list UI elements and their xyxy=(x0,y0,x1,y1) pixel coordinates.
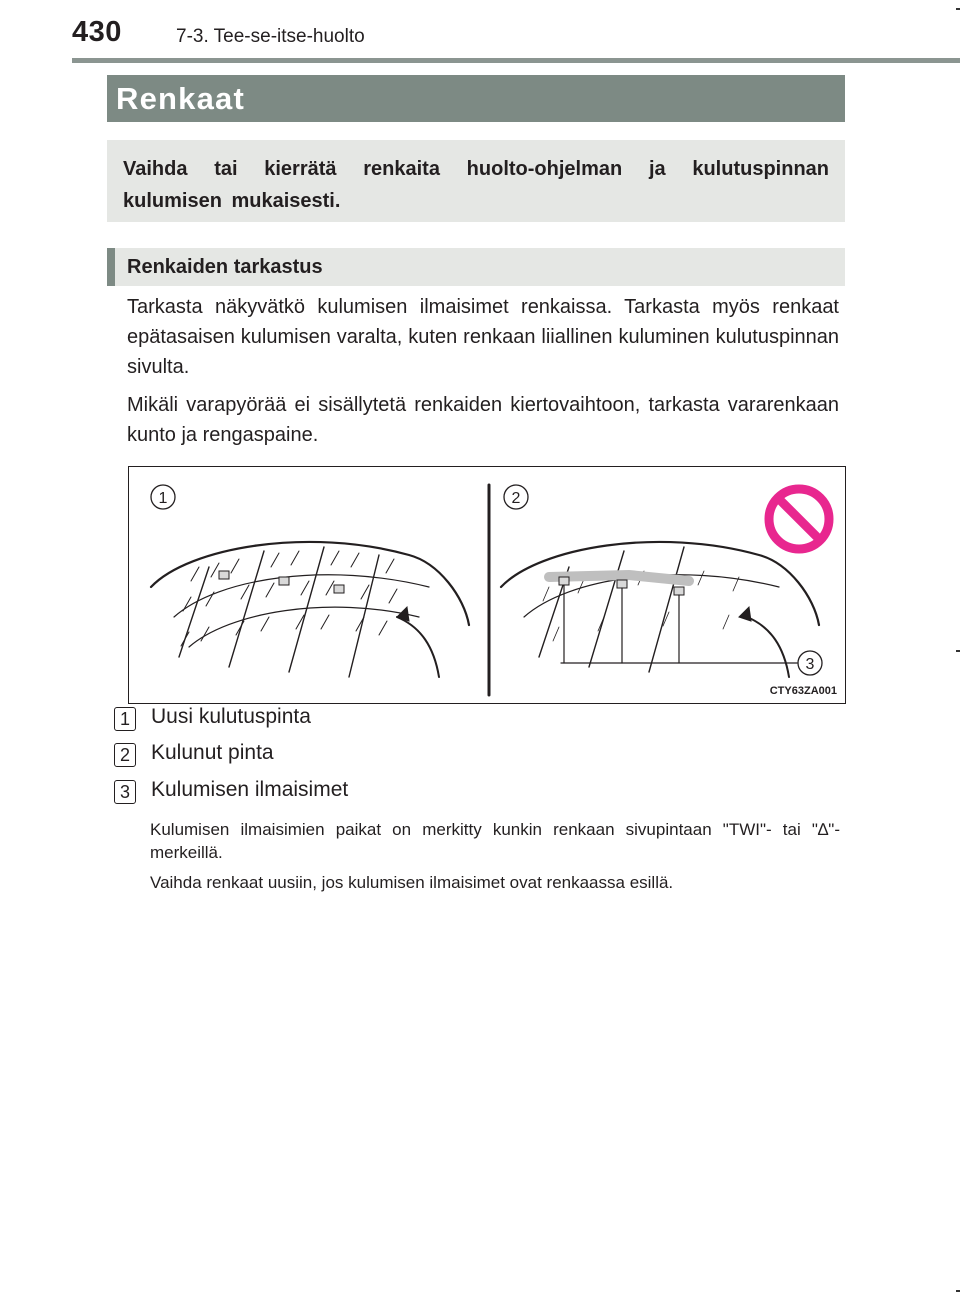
subsection-title: Renkaiden tarkastus xyxy=(127,256,323,278)
legend-number: 2 xyxy=(114,743,136,767)
callout-2-label: 2 xyxy=(511,490,521,507)
section-label: 7-3. Tee-se-itse-huolto xyxy=(176,26,365,47)
legend-label: Kulunut pinta xyxy=(151,741,274,764)
callout-3-label: 3 xyxy=(805,656,815,673)
header-rule xyxy=(72,58,960,63)
note-paragraph: Vaihda renkaat uusiin, jos kulumisen ilmaisimet ovat renkaassa esillä. xyxy=(150,873,674,892)
margin-tick xyxy=(956,8,960,10)
tire-illustration xyxy=(129,467,847,705)
body-paragraph: Mikäli varapyörää ei sisällytetä renkaiden kiertovaihtoon, tarkasta vararenkaan kunto ja rengaspaine. xyxy=(127,394,839,446)
subsection-accent xyxy=(107,248,115,286)
subsection-header xyxy=(107,248,845,286)
note-paragraph: Kulumisen ilmaisimien paikat on merkitty kunkin renkaan sivupintaan "TWI"- tai "∆"-merkeillä. xyxy=(150,820,840,862)
prohibited-icon xyxy=(769,489,829,549)
tire-wear-figure xyxy=(128,466,846,704)
worn-tire-drawing xyxy=(501,542,819,677)
callout-3 xyxy=(798,651,822,675)
callout-1-label: 1 xyxy=(158,490,168,507)
legend-label: Kulumisen ilmaisimet xyxy=(151,778,349,801)
title-bar xyxy=(107,75,845,122)
callout-2 xyxy=(504,485,528,509)
figure-code: CTY63ZA001 xyxy=(769,685,837,697)
margin-tick xyxy=(956,1290,960,1292)
intro-box xyxy=(107,140,845,222)
legend-number: 1 xyxy=(114,707,136,731)
page-title: Renkaat xyxy=(116,81,246,116)
page-number: 430 xyxy=(72,16,122,48)
callout-1 xyxy=(151,485,175,509)
body-paragraph: Tarkasta näkyvätkö kulumisen ilmaisimet renkaissa. Tarkasta myös renkaat epätasaisen kulumisen varalta, kuten renkaan liiallinen kuluminen kulutuspinnan sivulta. xyxy=(127,296,839,378)
legend-number: 3 xyxy=(114,780,136,804)
new-tire-drawing xyxy=(151,542,469,677)
intro-text: Vaihda tai kierrätä renkaita huolto-ohjelman ja kulutuspinnan kulumisen mukaisesti. xyxy=(123,158,829,212)
margin-tick xyxy=(956,650,960,652)
legend-label: Uusi kulutuspinta xyxy=(151,705,311,728)
